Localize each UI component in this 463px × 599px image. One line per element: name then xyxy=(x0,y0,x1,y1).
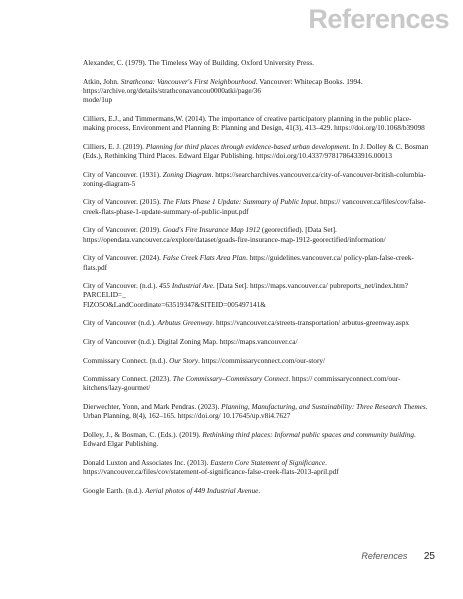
reference-title: Goad's Fire Insurance Map 1912 xyxy=(162,225,261,235)
reference-entry xyxy=(83,430,433,449)
reference-text: . In J. Dolley & C. Bosman (Eds.), Rethinking Third Places. Edward Elgar Publishing. https://doi.org/10.4337/9781786433916.00013 xyxy=(83,141,429,160)
reference-entry xyxy=(83,170,433,189)
reference-entry xyxy=(83,58,433,67)
reference-title: 455 Industrial Ave xyxy=(159,281,213,291)
reference-text: (georectified). [Data Set]. https://opendata.vancouver.ca/explore/dataset/goads-fire-insurance-map-1912-georectified/information/ xyxy=(83,225,386,244)
reference-text: . https://commissaryconnect.com/our-story/ xyxy=(198,355,326,365)
reference-title: Zoning Diagram xyxy=(162,169,212,179)
reference-entry xyxy=(83,114,433,133)
reference-title: Planning, Manufacturing, and Sustainability: Three Research Themes xyxy=(221,401,426,411)
page-footer xyxy=(361,551,435,562)
reference-title: False Creek Flats Area Plan xyxy=(162,253,246,263)
reference-text: . xyxy=(258,485,261,495)
reference-list xyxy=(83,58,433,504)
reference-entry xyxy=(83,77,433,105)
reference-entry xyxy=(83,486,433,495)
reference-entry xyxy=(83,318,433,327)
reference-entry xyxy=(83,281,433,309)
reference-entry xyxy=(83,197,433,216)
reference-text: FIZO5O&LandCoordinate=63519347&SITEID=005497141& xyxy=(83,299,266,309)
reference-text: . https:// commissaryconnect.com/our-kitchens/lazy-gourmet/ xyxy=(83,374,401,393)
reference-title: Strathcona: Vancouver's First Neighbourhood xyxy=(120,76,256,86)
reference-text: Commissary Connect. (n.d.). xyxy=(83,355,170,365)
reference-text: City of Vancouver. (2015). xyxy=(83,197,163,207)
reference-title: Arbutus Greenway xyxy=(157,318,213,328)
page-number: 25 xyxy=(423,551,435,562)
reference-text: Alexander, C. (1979). The Timeless Way of Building. Oxford University Press. xyxy=(83,58,314,67)
page-header-title: References xyxy=(308,4,449,34)
reference-text: . https://vancouver.ca/streets-transportation/ arbutus-greenway.aspx xyxy=(212,318,409,328)
reference-text: . https://vancouver.ca/files/cov/statement-of-significance-false-creek-flats-2013-april.pdf xyxy=(83,457,339,477)
reference-title: Planning for third places through evidence-based urban development xyxy=(145,141,349,151)
reference-title: Aerial photos of 449 Industrial Avenue xyxy=(145,485,259,495)
reference-text: Cilliers, E.J., and Timmermans,W. (2014). The importance of creative participatory planning in the public place-making process, Environment and Planning B: Planning and Design, 41(3), 413–429. https://doi.org/10.1068/b39098 xyxy=(83,113,425,133)
reference-text: City of Vancouver. (2024). xyxy=(83,253,163,263)
reference-text: Cilliers, E. J. (2019). xyxy=(83,141,146,151)
reference-entry xyxy=(83,356,433,365)
reference-text: . https://guidelines.vancouver.ca/ policy-plan-false-creek-flats.pdf xyxy=(83,253,414,272)
reference-entry xyxy=(83,253,433,272)
reference-text: . https:// vancouver.ca/files/cov/false-creek-flats-phase-1-update-summary-of-public-input.pdf xyxy=(83,197,426,216)
reference-text: . Vancouver: Whitecap Books. 1994. https://archive.org/details/strathconavancou0000atki/page/36 xyxy=(83,76,363,95)
reference-title: The Commissary–Commissary Connect xyxy=(172,374,289,384)
reference-text: Dierwechter, Yonn, and Mark Pendras. (2023). xyxy=(83,401,222,411)
reference-title: Eastern Core Statement of Significance xyxy=(210,457,326,467)
reference-text: mode/1up xyxy=(83,95,113,105)
reference-text: . Urban Planning, 8(4), 162–165. https://doi.org/ 10.17645/up.v8i4.7627 xyxy=(83,401,428,421)
reference-text: City of Vancouver (n.d.). xyxy=(83,318,158,328)
reference-text: . Edward Elgar Publishing. xyxy=(83,429,416,449)
reference-entry xyxy=(83,374,433,393)
footer-section-label: References xyxy=(361,551,408,561)
reference-title: Rethinking third places: Informal public spaces and community building xyxy=(202,429,415,439)
reference-text: Atkin, John. xyxy=(83,76,121,86)
reference-title: The Flats Phase 1 Update: Summary of Public Input xyxy=(162,197,317,207)
reference-title: Our Story xyxy=(169,355,199,365)
reference-entry xyxy=(83,458,433,477)
reference-text: City of Vancouver. (2019). xyxy=(83,225,163,235)
reference-text: City of Vancouver. (1931). xyxy=(83,169,163,179)
reference-entry xyxy=(83,402,433,421)
reference-text: Google Earth. (n.d.). xyxy=(83,485,146,495)
reference-text: City of Vancouver (n.d.). Digital Zoning Map. https://maps.vancouver.ca/ xyxy=(83,336,298,346)
reference-entry xyxy=(83,337,433,346)
reference-text: Donald Luxton and Associates Inc. (2013). xyxy=(83,457,211,467)
reference-text: Dolley, J., & Bosman, C. (Eds.). (2019). xyxy=(83,429,203,439)
reference-entry xyxy=(83,142,433,161)
reference-entry xyxy=(83,225,433,244)
reference-text: Commissary Connect. (2023). xyxy=(83,374,173,384)
reference-text: City of Vancouver. (n.d.). xyxy=(83,281,160,291)
reference-text: . [Data Set]. https://maps.vancouver.ca/ pubreports_net/index.htm?PARCELID=_ xyxy=(83,281,409,300)
reference-text: . https://searcharchives.vancouver.ca/city-of-vancouver-british-columbia-zoning-diagram-5 xyxy=(83,169,426,188)
